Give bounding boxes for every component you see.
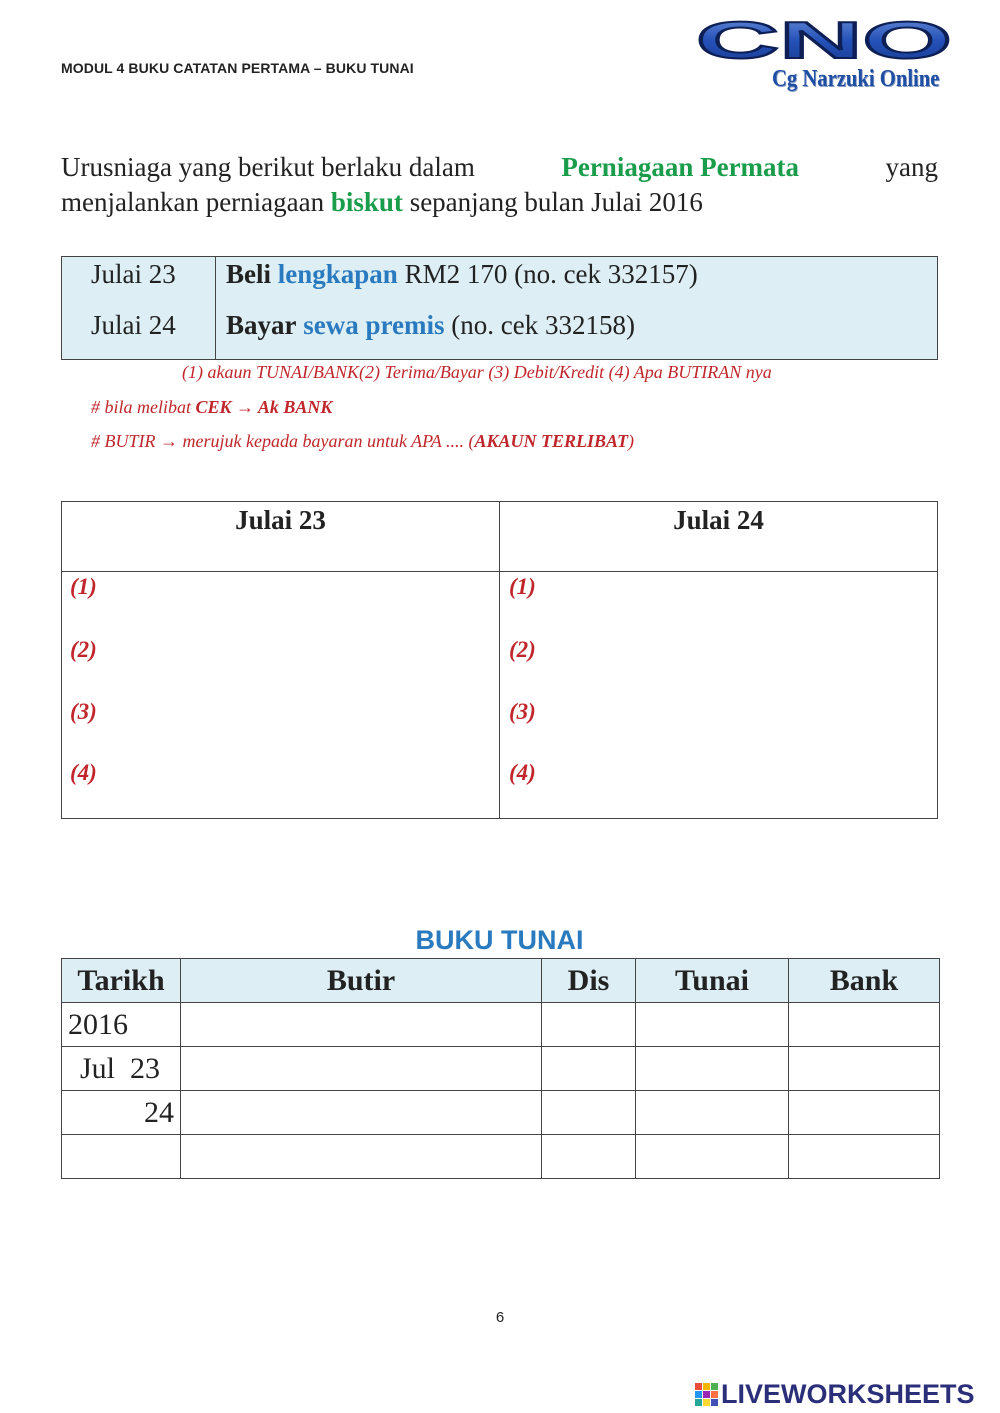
cashbook-header-tunai: Tunai (636, 959, 789, 1003)
table-row (62, 1047, 940, 1091)
butir-cell[interactable] (181, 1003, 542, 1047)
tunai-cell[interactable] (636, 1135, 789, 1179)
date-cell: 24 (62, 1091, 181, 1135)
dis-cell[interactable] (542, 1135, 636, 1179)
step-label[interactable]: (2) (70, 637, 97, 662)
product-name: biskut (330, 187, 403, 217)
transaction-date: Julai 23 (91, 259, 176, 289)
watermark-icon-square (711, 1391, 718, 1398)
watermark-icon-square (695, 1383, 702, 1390)
cashbook-header-row (62, 959, 940, 1003)
watermark-icon-square (711, 1383, 718, 1390)
table-row (62, 1091, 940, 1135)
butir-cell[interactable] (181, 1091, 542, 1135)
intro-text-4: sepanjang bulan Julai 2016 (409, 187, 703, 217)
business-name: Perniagaan Permata (561, 152, 800, 182)
liveworksheets-text: LIVEWORKSHEETS (721, 1378, 975, 1409)
logo-main-text: CNO (696, 14, 952, 70)
date-cell[interactable] (62, 1135, 181, 1179)
dis-cell[interactable] (542, 1047, 636, 1091)
cashbook-header-bank: Bank (789, 959, 940, 1003)
step-label[interactable]: (4) (509, 760, 536, 785)
transactions-box (61, 256, 938, 360)
liveworksheets-watermark[interactable] (695, 1377, 975, 1411)
intro-text-1: Urusniaga yang berikut berlaku dalam (61, 152, 475, 182)
bank-cell[interactable] (789, 1091, 940, 1135)
step-label[interactable]: (3) (70, 699, 97, 724)
logo-subtitle: Cg Narzuki Online (772, 66, 940, 92)
dis-cell[interactable] (542, 1091, 636, 1135)
transaction-item: sewa premis (303, 310, 445, 340)
watermark-icon-square (711, 1399, 718, 1406)
tunai-cell[interactable] (636, 1003, 789, 1047)
transaction-date: Julai 24 (91, 310, 176, 340)
cashbook-table (61, 958, 940, 1179)
step-label[interactable]: (4) (70, 760, 97, 785)
butir-cell[interactable] (181, 1135, 542, 1179)
step-label[interactable]: (3) (509, 699, 536, 724)
intro-paragraph (61, 150, 938, 220)
watermark-icon-square (703, 1399, 710, 1406)
cno-logo (692, 14, 956, 106)
cashbook-title: BUKU TUNAI (415, 925, 584, 955)
transaction-detail: RM2 170 (no. cek 332157) (404, 259, 698, 289)
page-number: 6 (495, 1309, 505, 1326)
transaction-description (226, 259, 698, 290)
cno-logo-graphic (692, 14, 956, 70)
butir-note (91, 431, 634, 452)
cashbook-header-dis: Dis (542, 959, 636, 1003)
analysis-grid (61, 501, 938, 819)
butir-note-bold: AKAUN TERLIBAT (474, 431, 628, 451)
cek-note-bold: CEK → Ak BANK (195, 397, 333, 417)
cashbook-header-tarikh: Tarikh (62, 959, 181, 1003)
transaction-description (226, 310, 635, 341)
watermark-icon-square (703, 1391, 710, 1398)
cashbook-header-butir: Butir (181, 959, 542, 1003)
table-row (62, 1003, 940, 1047)
intro-text-2: yang (885, 152, 938, 182)
watermark-icon-square (695, 1391, 702, 1398)
intro-text-3: menjalankan perniagaan (61, 187, 325, 217)
guide-note: (1) akaun TUNAI/BANK(2) Terima/Bayar (3) Debit/Kredit (4) Apa BUTIRAN nya (182, 362, 772, 382)
transaction-detail: (no. cek 332158) (451, 310, 635, 340)
date-cell: Jul 23 (62, 1047, 181, 1091)
transaction-item: lengkapan (277, 259, 398, 289)
cek-note-prefix: # bila melibat (91, 397, 191, 417)
watermark-icon-square (695, 1399, 702, 1406)
cek-note (91, 397, 332, 418)
date-cell: 2016 (62, 1003, 181, 1047)
analysis-column-header: Julai 23 (235, 505, 326, 535)
step-label[interactable]: (1) (70, 574, 97, 599)
table-row (62, 1135, 940, 1179)
tunai-cell[interactable] (636, 1047, 789, 1091)
tunai-cell[interactable] (636, 1091, 789, 1135)
step-label[interactable]: (2) (509, 637, 536, 662)
document-header: MODUL 4 BUKU CATATAN PERTAMA – BUKU TUNAI (61, 60, 414, 76)
bank-cell[interactable] (789, 1135, 940, 1179)
step-label[interactable]: (1) (509, 574, 536, 599)
butir-note-prefix: # BUTIR → merujuk kepada bayaran untuk APA .... ( (91, 431, 475, 451)
transaction-verb: Beli (226, 259, 271, 289)
dis-cell[interactable] (542, 1003, 636, 1047)
butir-note-suffix: ) (628, 431, 634, 451)
bank-cell[interactable] (789, 1047, 940, 1091)
analysis-column-header: Julai 24 (673, 505, 764, 535)
watermark-icon-square (703, 1383, 710, 1390)
butir-cell[interactable] (181, 1047, 542, 1091)
transaction-verb: Bayar (226, 310, 297, 340)
liveworksheets-icon (695, 1383, 718, 1406)
bank-cell[interactable] (789, 1003, 940, 1047)
